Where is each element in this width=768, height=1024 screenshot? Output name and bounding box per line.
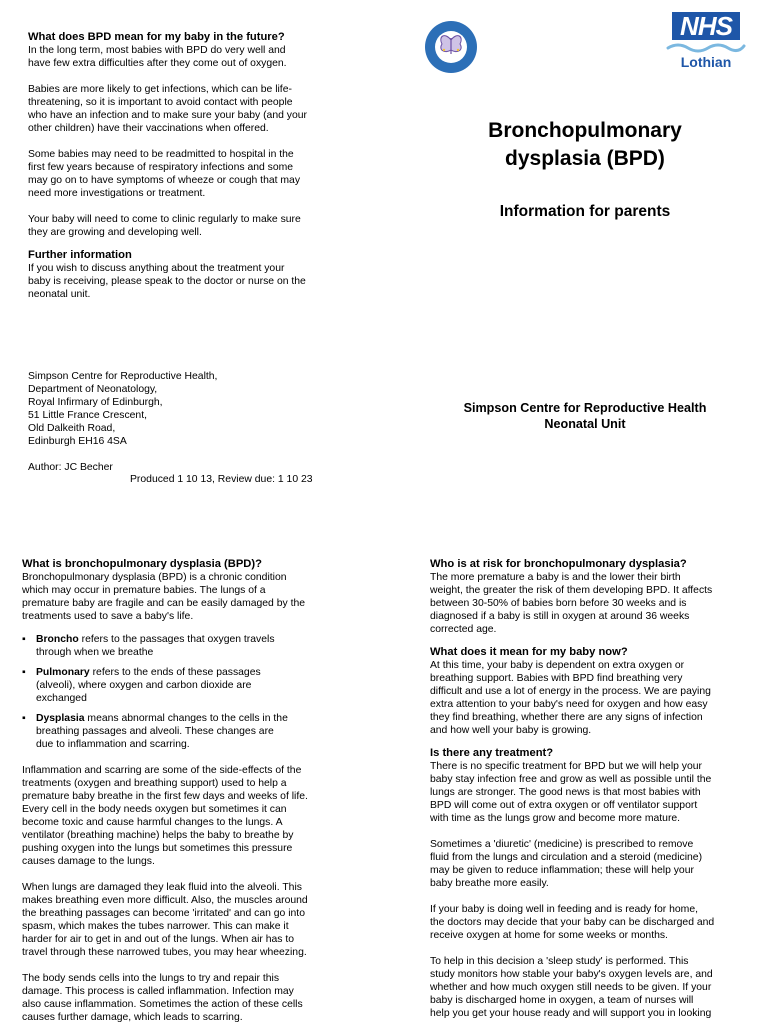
what-is-bpd-intro: Bronchopulmonary dysplasia (BPD) is a chronic condition which may occur in premature babies. The lungs of a premature baby are fragile and can be easily damaged by the treatments used to save a baby's life. [22,572,306,622]
definition-broncho [22,633,357,659]
bullet-icon: ▪ [22,713,26,724]
nhs-region: Lothian [680,54,732,70]
author: Author: JC Becher [28,462,113,473]
simpson-centre-seal-logo [424,20,478,74]
nhs-logo-mark: NHS [672,12,740,40]
bpd-para-2: When lungs are damaged they leak fluid into the alveoli. This makes breathing even more difficult. Also, the muscles around the breathing passages can become 'irritated' and can go into spasm, which makes the tubes narrower. This can make it harder for air to get in and out of the lungs. When air has to travel through these narrowed tubes, you may hear wheezing. [22,882,308,958]
future-heading: What does BPD mean for my baby in the future? [28,31,285,43]
panel-bottom-left [22,557,357,1024]
bpd-para-1: Inflammation and scarring are some of the side-effects of the treatments (oxygen and breathing support) used to help a premature baby breathe in the first few days and weeks of life. Every cell in the body needs oxygen but sometimes it can become toxic and cause harmful changes to the lungs. A ventilator (breathing machine) helps the baby to breathe by pushing oxygen into the lungs but sometimes this pressure causes damage to the lungs. [22,765,308,867]
document-title: Bronchopulmonary dysplasia (BPD) [488,119,682,170]
further-heading: Further information [28,249,132,261]
treatment-para-4: To help in this decision a 'sleep study' is performed. This study monitors how stable your baby's oxygen levels are, and whether and how much oxygen still needs to be given. If your baby is discharged home in oxygen, a team of nurses will help you get your house ready and will support you in looking [430,956,713,1019]
future-para-2: Babies are more likely to get infections, which can be life- threatening, so it is important to avoid contact with people who have an infection and to make sure your baby (and your other children) have their vaccinations when offered. [28,84,307,134]
what-is-bpd-heading: What is bronchopulmonary dysplasia (BPD)? [22,558,262,570]
future-para-3: Some babies may need to be readmitted to hospital in the first few years because of respiratory infections and some may go on to have symptoms of wheeze or cough that may need more investigations or treatment. [28,149,301,199]
bullet-icon: ▪ [22,634,26,645]
bullet-icon: ▪ [22,667,26,678]
bpd-para-3: The body sends cells into the lungs to try and repair this damage. This process is called inflammation. Infection may also cause inflammation. Sometimes the action of these cells causes further damage, which leads to scarring. [22,973,303,1023]
treatment-para-3: If your baby is doing well in feeding and is ready for home, the doctors may decide that your baby can be discharged and receive oxygen at home for some weeks or months. [430,904,715,941]
definition-dysplasia [22,712,357,751]
term-desc: refers to the ends of these passages (alveoli), where oxygen and carbon dioxide are exchanged [36,667,261,704]
future-para-4: Your baby will need to come to clinic regularly to make sure they are growing and developing well. [28,214,301,238]
definition-list [22,633,357,751]
further-text: If you wish to discuss anything about the treatment your baby is receiving, please speak to the doctor or nurse on the neonatal unit. [28,263,306,300]
treatment-para-1: There is no specific treatment for BPD but we will help your baby stay infection free and grow as well as possible until the lungs are stronger. The good news is that most babies with BPD will come out of extra oxygen or off ventilator support with time as the lungs grow and become more mature. [430,761,712,824]
nhs-wave-icon [666,42,746,54]
term-desc: refers to the passages that oxygen travels through when we breathe [36,634,275,658]
definition-pulmonary [22,666,357,705]
treatment-heading: Is there any treatment? [430,747,554,759]
future-para-1: In the long term, most babies with BPD do very well and have few extra difficulties after they come out of oxygen. [28,45,287,69]
term: Pulmonary [36,667,90,678]
term: Dysplasia [36,713,85,724]
panel-top-left [28,30,358,301]
nhs-lothian-logo [666,12,746,72]
risk-heading: Who is at risk for bronchopulmonary dysplasia? [430,558,687,570]
panel-bottom-right [430,557,760,1020]
now-heading: What does it mean for my baby now? [430,646,628,658]
document-subtitle: Information for parents [499,203,671,220]
now-text: At this time, your baby is dependent on extra oxygen or breathing support. Babies with BPD find breathing very difficult and use a lot of energy in the process. We are paying extra attention to your baby's need for oxygen and how easy they find breathing, whether there are any signs of infection and how well your baby is growing. [430,660,711,736]
risk-text: The more premature a baby is and the lower their birth weight, the greater the risk of them developing BPD. It affects between 30-50% of babies born before 30 weeks and is diagnosed if a baby is still in oxygen at around 36 weeks corrected age. [430,572,713,635]
produced-review-date: Produced 1 10 13, Review due: 1 10 23 [130,474,313,485]
term-desc: means abnormal changes to the cells in the breathing passages and alveoli. These changes are due to inflammation and scarring. [36,713,288,750]
treatment-para-2: Sometimes a 'diuretic' (medicine) is prescribed to remove fluid from the lungs and circulation and a steroid (medicine) may be given to reduce inflammation; these will help your baby breathe more easily. [430,839,703,889]
term: Broncho [36,634,79,645]
address: Simpson Centre for Reproductive Health, Department of Neonatology, Royal Infirmary of Edinburgh, 51 Little France Crescent, Old Dalkeith Road, Edinburgh EH16 4SA [28,371,218,447]
unit-name: Simpson Centre for Reproductive Health Neonatal Unit [463,401,707,431]
